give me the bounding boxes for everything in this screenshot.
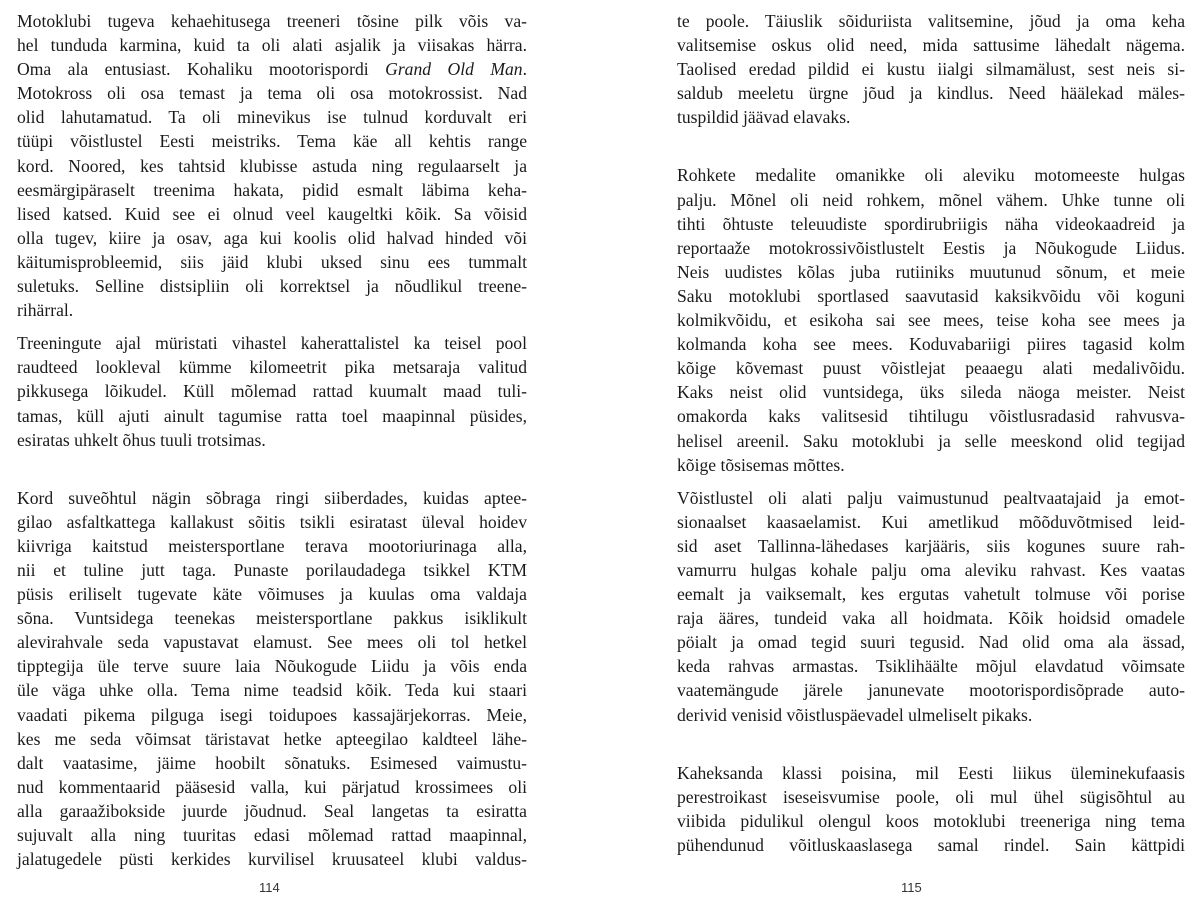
text-line: kes me seda võimsat täristavat hetke apteegilao kaldteel lähe- [17,728,527,749]
paragraph [17,331,527,451]
text-line: rihärral. [17,300,74,321]
text-line: valitsemise oskus olid need, mida sattusime lähedalt nägema. [677,35,1185,56]
text-line: nud kommentaarid pääsesid valla, kui pärjatud krossimees oli [17,776,527,797]
text-line: palju. Mõnel oli neid rohkem, mõnel vähem. Uhke tunne oli [677,189,1185,210]
text-line: kolmanda koha see mees. Koduvabariigi piires tagasid kolm [677,334,1185,355]
text-line: tamas, küll ajuti ainult tagumise ratta toel maapinnal püsides, [17,405,527,426]
text-line: viibida pidulikul olengul koos motoklubi treeneriga ning tema [677,810,1185,831]
text-line: eesmärgipäraselt treenima hakata, pidid esmalt läbima keha- [17,179,527,200]
right-page [600,0,1200,911]
page-number: 114 [259,880,280,895]
text-line: Kord suveõhtul nägin sõbraga ringi siiberdades, kuidas aptee- [17,487,527,508]
text-segment: Oma ala entusiast. Kohaliku mootorispordi [17,59,386,80]
text-line: tüüpi võistlustel Eesti meistriks. Tema käe all kehtis range [17,131,527,152]
text-line: esiratas uhkelt õhus tuuli trotsimas. [17,429,266,450]
text-line: raudteed lookleval kümme kilomeetrit pika metsaraja valitud [17,357,527,378]
text-line: kolmikvõidu, et esikoha sai see mees, teise koha see mees ja [677,310,1185,331]
text-line: reportaaže motokrossivõistlustelt Eestis ja Nõukogude Liidus. [677,237,1185,258]
text-line: pöialt ja omad tegid suuri tegusid. Nad olid oma ala ässad, [677,632,1185,653]
paragraph [677,9,1185,129]
text-line: lised katsed. Kuid see ei olnud veel kaugeltki kõik. Sa võisid [17,203,527,224]
text-line: käitumisprobleemid, siis jäid klubi uksed sinu ees tummalt [17,251,527,272]
text-line: helisel areenil. Saku motoklubi ja selle meeskond olid tegijad [677,430,1185,451]
text-line: tipptegija üle terve suure laia Nõukogude Liidu ja võis enda [17,656,527,677]
text-line: tuspildid jäävad elavaks. [677,107,851,128]
text-line: olla tugev, kiire ja osav, aga kui koolis olid halvad hinded või [17,227,527,248]
text-line: perestroikast iseseisvumise poole, oli mul ühel sügisõhtul au [677,786,1185,807]
text-line: üle väga uhke olla. Tema nime teadsid kõik. Teda kui staari [17,680,527,701]
text-line: te poole. Täiuslik sõiduriista valitsemine, jõud ja oma keha [677,11,1185,31]
text-line: Neis uudistes kõlas juba rutiiniks muutunud sõnum, et meie [677,261,1185,282]
text-line: pikkusega lõikudel. Küll mõlemad rattad kuumalt maad tuli- [17,381,527,402]
text-line: omakorda kaks valitsesid tihtilugu võistlusradasid rahvusva- [677,406,1185,427]
text-line: Treeningute ajal müristati vihastel kaherattalistel ka teisel pool [17,333,527,354]
text-line: derivid venisid võistluspäevadel ulmeliselt pikaks. [677,704,1033,725]
text-line: Kaks neist olid vuntsidega, üks sileda näoga meister. Neist [677,382,1185,403]
text-line: kõige tõsisemas mõttes. [677,454,845,475]
text-line: sid aset Tallinna-lähedases karjääris, siis kogunes suure rah- [677,535,1185,556]
text-line [17,57,527,81]
text-line: jalatugedele püsti kerkides kurvilisel kruusateel klubi valdus- [17,849,527,870]
text-line: Saku motoklubi sportlased saavutasid kaksikvõidu või koguni [677,285,1185,306]
text-line: vamurru hulgas kohale palju oma aleviku rahvast. Kes vaatas [677,559,1185,580]
left-page-text [17,9,527,871]
text-line: kiivriga kaitstud meistersportlane terava mootoriurinaga alla, [17,535,527,556]
text-line: Rohkete medalite omanikke oli aleviku motomeeste hulgas [677,165,1185,186]
text-line: gilao asfaltkattega kallakust sõitis tsikli esiratast üleval hoidev [17,511,527,532]
paragraph [17,9,527,322]
text-line: sionaalset kaasaelamist. Kui ametlikud mõõduvõtmised leid- [677,511,1185,532]
text-line: suletuks. Selline distsipliin oli korrektsel ja nõudlikul treene- [17,276,527,297]
text-line: keda rahvas armastas. Tsiklihäälte mõjul elavdatud võimsate [677,656,1185,677]
text-line: vaadati pikema pilguga isegi toidupoes kassajärjekorras. Meie, [17,704,527,725]
paragraph [17,486,527,872]
text-line: raja ääres, tundeid vaka all hoidmata. Kõik hoidsid omadele [677,608,1185,629]
text-line: vaatemängude järele janunevate mootorispordisõprade auto- [677,680,1185,701]
text-line: Taolised eredad pildid ei kustu iialgi silmamälust, sest neis si- [677,59,1185,80]
text-segment: . [522,59,527,80]
text-line: kord. Noored, kes tahtsid klubisse astuda ning regulaarselt ja [17,155,527,176]
italic-phrase: Grand Old Man [385,59,523,80]
text-line: eemalt ja vaiksemalt, kes ergutas vahetult tolmuse või porise [677,584,1185,605]
text-line: kõige kõvemast puust võistlejat peaaegu alati medalivõidu. [677,358,1185,379]
text-line: alla garaažibokside juurde jõudnud. Seal langetas ta esiratta [17,800,527,821]
paragraph [677,486,1185,727]
text-line: hel tunduda karmina, kuid ta oli alati asjalik ja viisakas härra. [17,35,527,56]
text-line: alevirahvale seda vapustavat elamust. See mees oli tol hetkel [17,632,527,653]
text-line: nii et tuline jutt taga. Punaste porilaudadega tsikkel KTM [17,559,527,580]
text-line: olid lahutamatud. Ta oli minevikus ise tulnud korduvalt eri [17,107,527,128]
page-number: 115 [901,880,922,895]
text-line: püsis eriliselt tugevate käte võimuses ja kuulas oma valdaja [17,584,527,605]
text-line: sujuvalt alla ning tuuritas edasi mõlemad rattad maapinnal, [17,825,527,845]
text-line: Kaheksanda klassi poisina, mil Eesti liikus üleminekufaasis [677,762,1185,783]
text-line: saldub meeletu ürgne jõud ja kindlus. Need häälekad mäles- [677,83,1185,104]
text-line: pühendunud võitluskaaslasega samal rindel. Sain kättpidi [677,834,1185,855]
text-line: dalt vaatasime, jäime hoobilt sõnatuks. Esimesed vaimustu- [17,752,527,773]
paragraph [677,761,1185,857]
text-line: Võistlustel oli alati palju vaimustunud pealtvaatajaid ja emot- [677,487,1185,508]
text-line: Motoklubi tugeva kehaehitusega treeneri tõsine pilk võis va- [17,11,527,31]
text-line: tihti õhtuste teleuudiste spordirubriigis näha videokaadreid ja [677,213,1185,234]
text-line: sõna. Vuntsidega teenekas meistersportlane pakkus isiklikult [17,608,527,629]
right-page-text [677,9,1185,857]
paragraph [677,163,1185,476]
text-line: Motokross oli osa temast ja tema oli osa motokrossist. Nad [17,83,527,104]
